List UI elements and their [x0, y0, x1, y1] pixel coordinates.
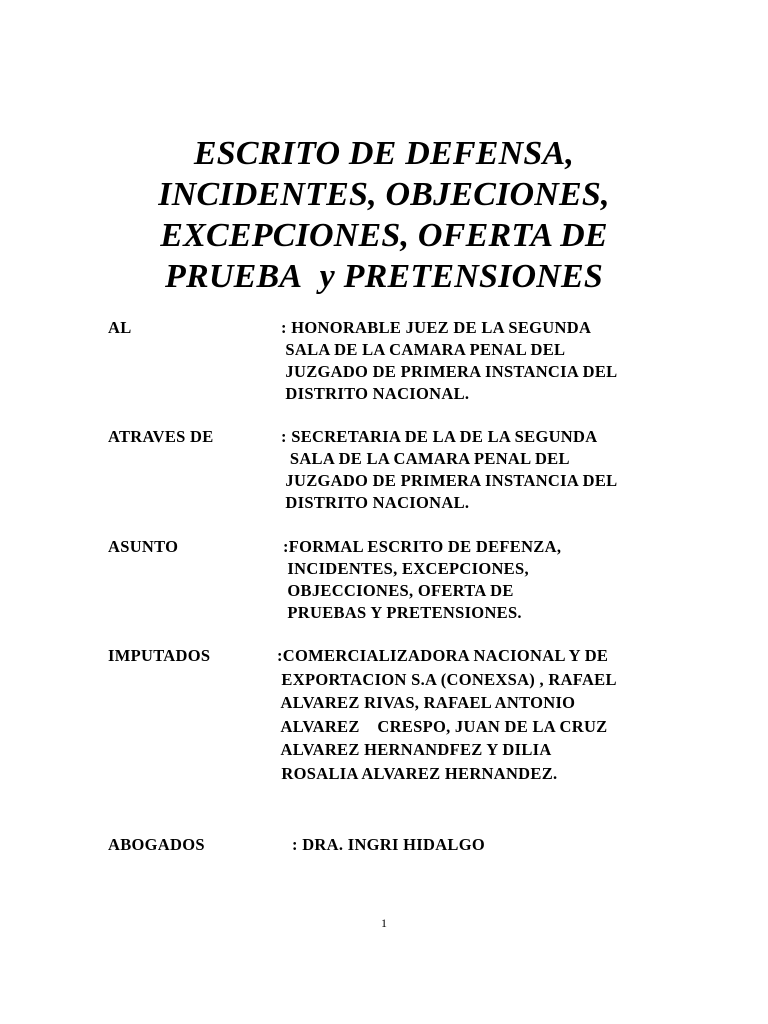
field-label: ATRAVES DE — [108, 427, 214, 446]
title-line: INCIDENTES, OBJECIONES, — [158, 176, 610, 213]
title-word-prueba: PRUEBA — [165, 258, 303, 295]
field-label: AL — [108, 318, 132, 337]
field-value-line: : SECRETARIA DE LA DE LA SEGUNDA — [281, 427, 598, 446]
field-value-line: JUZGADO DE PRIMERA INSTANCIA DEL — [281, 471, 618, 490]
field-value-line: SALA DE LA CAMARA PENAL DEL — [281, 340, 566, 359]
field-value — [281, 317, 617, 405]
field-value-line: DISTRITO NACIONAL. — [281, 384, 470, 403]
field-value-line: OBJECCIONES, OFERTA DE — [283, 581, 514, 600]
field-value-line: PRUEBAS Y PRETENSIONES. — [283, 603, 522, 622]
field-value — [281, 426, 617, 514]
field-value-line: ALVAREZ HERNANDFEZ Y DILIA — [277, 740, 552, 759]
field-value-line: ROSALIA ALVAREZ HERNANDEZ. — [277, 763, 558, 783]
field-label: IMPUTADOS — [108, 646, 211, 665]
title-word-pretensiones: PRETENSIONES — [343, 258, 603, 295]
field-value-line: :FORMAL ESCRITO DE DEFENZA, — [283, 537, 562, 556]
field-value-line: : DRA. INGRI HIDALGO — [292, 835, 486, 854]
field-value-line: : HONORABLE JUEZ DE LA SEGUNDA — [281, 318, 592, 337]
field-label: ASUNTO — [108, 537, 179, 556]
field-value-line: DISTRITO NACIONAL. — [281, 493, 470, 512]
document-title — [0, 133, 768, 297]
field-value-line: :COMERCIALIZADORA NACIONAL Y DE — [277, 646, 609, 665]
title-line: ESCRITO DE DEFENSA, — [193, 135, 575, 172]
field-value — [292, 834, 485, 856]
field-value-line: EXPORTACION S.A (CONEXSA) , RAFAEL — [277, 669, 617, 689]
field-value — [283, 536, 561, 624]
title-word-y: y — [319, 258, 335, 295]
field-value — [277, 644, 617, 785]
field-value-line: INCIDENTES, EXCEPCIONES, — [283, 559, 529, 578]
field-value-line: JUZGADO DE PRIMERA INSTANCIA DEL — [281, 362, 618, 381]
field-value-line: SALA DE LA CAMARA PENAL DEL — [281, 449, 570, 468]
title-line: EXCEPCIONES, OFERTA DE — [160, 217, 608, 254]
field-value-line: ALVAREZ CRESPO, JUAN DE LA CRUZ — [277, 716, 608, 736]
page-number: 1 — [381, 916, 387, 930]
title-line — [0, 256, 768, 297]
field-label: ABOGADOS — [108, 835, 205, 854]
field-value-line: ALVAREZ RIVAS, RAFAEL ANTONIO — [277, 693, 576, 712]
